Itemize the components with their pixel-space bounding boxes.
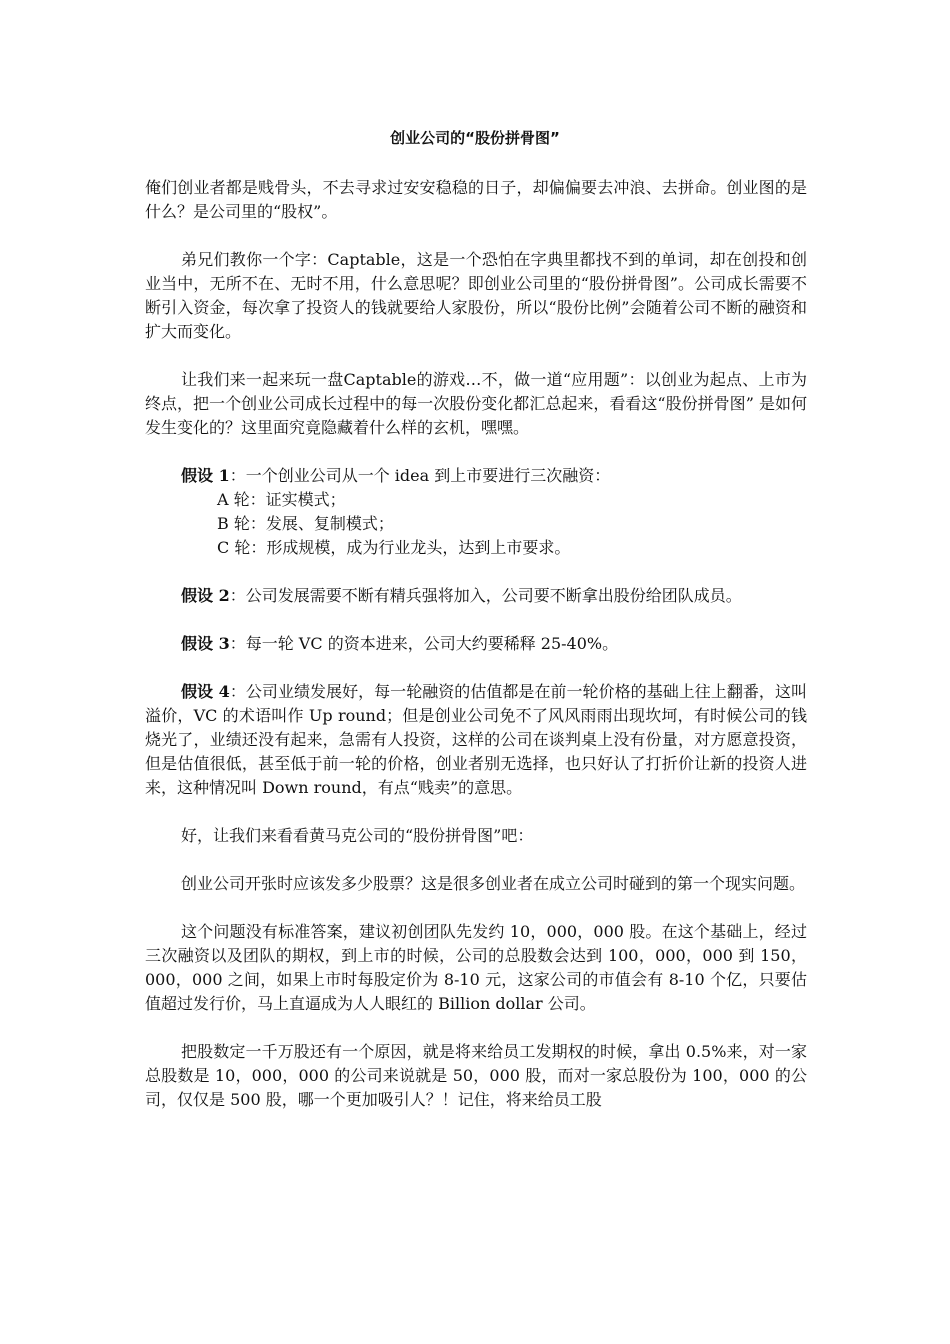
hypothesis-2-label: 假设 2	[181, 586, 230, 605]
paragraph-share-question: 创业公司开张时应该发多少股票？这是很多创业者在成立公司时碰到的第一个现实问题。	[181, 874, 806, 893]
paragraph-intro: 俺们创业者都是贱骨头，不去寻求过安安稳稳的日子，却偏偏要去冲浪、去拼命。创业图的是什么？是公司里的“股权”。	[145, 178, 807, 221]
hypothesis-1-text: ：一个创业公司从一个 idea 到上市要进行三次融资：	[229, 466, 611, 485]
hypothesis-4-text: ：公司业绩发展好，每一轮融资的估值都是在前一轮价格的基础上往上翻番，这叫溢价，VC 的术语叫作 Up round；但是创业公司免不了风风雨雨出现坎坷，有时候公司的钱烧光了，业绩还没有起来，急需有人投资，这样的公司在谈判桌上没有份量，对方愿意投资，但是估值很低，甚至低于前一轮的价格，创业者别无选择，也只好认了打折价让新的投资人进来，这种情况叫 Down round，有点“贱卖”的意思。	[145, 682, 807, 797]
hypothesis-1-label: 假设 1	[181, 466, 230, 485]
hypothesis-3-text: ：每一轮 VC 的资本进来，公司大约要稀释 25-40%。	[229, 634, 619, 653]
round-a: A 轮：证实模式；	[217, 490, 346, 509]
hypothesis-1	[145, 464, 807, 488]
paragraph-game: 让我们来一起来玩一盘Captable的游戏…不，做一道“应用题”：以创业为起点、上市为终点，把一个创业公司成长过程中的每一次股份变化都汇总起来，看看这“股份拼骨图” 是如何发生变化的？这里面究竟隐藏着什么样的玄机，嘿嘿。	[145, 370, 807, 437]
document-title: 创业公司的“股份拼骨图”	[390, 129, 560, 147]
hypothesis-4	[145, 680, 807, 800]
hypothesis-3	[145, 632, 807, 656]
document-body	[145, 176, 807, 1136]
hypothesis-2-text: ：公司发展需要不断有精兵强将加入，公司要不断拿出股份给团队成员。	[229, 586, 742, 605]
round-b: B 轮：发展、复制模式；	[217, 514, 394, 533]
hypothesis-3-label: 假设 3	[181, 634, 230, 653]
paragraph-example-intro: 好，让我们来看看黄马克公司的“股份拼骨图”吧：	[181, 826, 534, 845]
paragraph-share-answer: 这个问题没有标准答案，建议初创团队先发约 10，000，000 股。在这个基础上，经过三次融资以及团队的期权，到上市的时候，公司的总股数会达到 100，000，000 到 150，000，000 之间，如果上市时每股定价为 8-10 元，这家公司的市值会有 8-10 个亿，只要估值超过发行价，马上直逼成为人人眼红的 Billion dollar 公司。	[145, 922, 807, 1013]
paragraph-captable: 弟兄们教你一个字：Captable，这是一个恐怕在字典里都找不到的单词，却在创投和创业当中，无所不在、无时不用，什么意思呢？即创业公司里的“股份拼骨图”。公司成长需要不断引入资金，每次拿了投资人的钱就要给人家股份，所以“股份比例”会随着公司不断的融资和扩大而变化。	[145, 250, 807, 341]
hypothesis-4-label: 假设 4	[181, 682, 230, 701]
hypothesis-2	[145, 584, 807, 608]
paragraph-option-reason: 把股数定一千万股还有一个原因，就是将来给员工发期权的时候，拿出 0.5%来，对一家总股数是 10，000，000 的公司来说就是 50，000 股，而对一家总股份为 100，000 的公司，仅仅是 500 股，哪一个更加吸引人？！记住，将来给员工股	[145, 1042, 807, 1109]
round-c: C 轮：形成规模，成为行业龙头，达到上市要求。	[217, 538, 571, 557]
